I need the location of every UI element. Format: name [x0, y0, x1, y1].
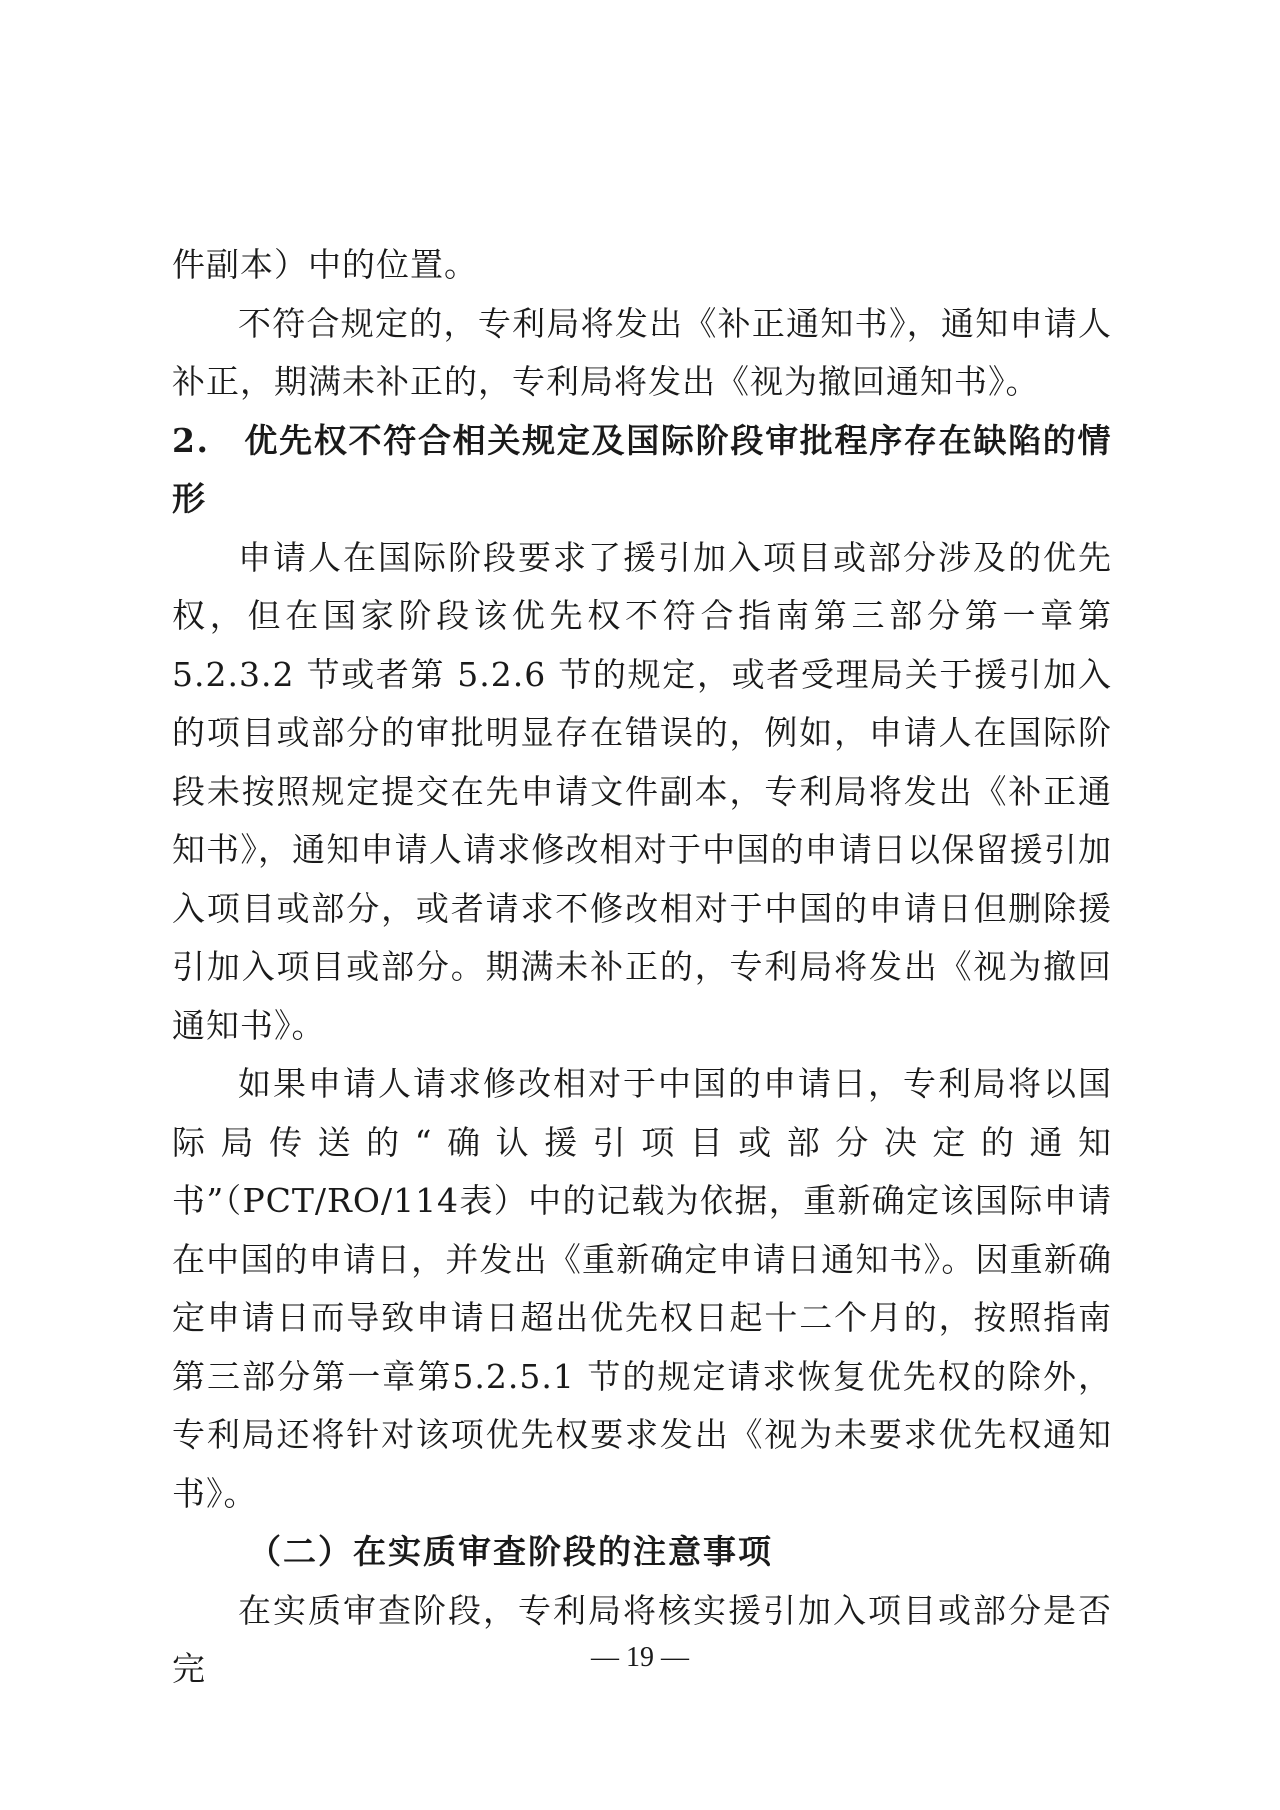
- paragraph-redetermine-filing-date: 如果申请人请求修改相对于中国的申请日，专利局将以国际局传送的“确认援引项目或部分决定的通知书”（PCT/RO/114表）中的记载为依据，重新确定该国际申请在中国的申请日，并发出《重新确定申请日通知书》。因重新确定申请日而导致申请日超出优先权日起十二个月的，按照指南第三部分第一章第5.2.5.1 节的规定请求恢复优先权的除外，专利局还将针对该项优先权要求发出《视为未要求优先权通知书》。: [172, 1064, 1112, 1513]
- page-number: — 19 —: [591, 1642, 689, 1673]
- page-content: [172, 236, 1112, 1699]
- paragraph-priority-claim: 申请人在国际阶段要求了援引加入项目或部分涉及的优先权，但在国家阶段该优先权不符合指南第三部分第一章第5.2.3.2 节或者第 5.2.6 节的规定，或者受理局关于援引加入的项目或部分的审批明显存在错误的，例如，申请人在国际阶段未按照规定提交在先申请文件副本，专利局将发出《补正通知书》，通知申请人请求修改相对于中国的申请日以保留援引加入项目或部分，或者请求不修改相对于中国的申请日但删除援引加入项目或部分。期满未补正的，专利局将发出《视为撤回通知书》。: [172, 537, 1112, 1045]
- subsection-heading-substantive-examination: （二）在实质审查阶段的注意事项: [248, 1532, 773, 1571]
- section-heading-priority-defects: 2. 优先权不符合相关规定及国际阶段审批程序存在缺陷的情形: [172, 420, 1112, 518]
- paragraph-correction-notice: 不符合规定的，专利局将发出《补正通知书》，通知申请人补正，期满未补正的，专利局将发出《视为撤回通知书》。: [172, 303, 1112, 401]
- paragraph-continuation: 件副本）中的位置。: [172, 245, 478, 284]
- paragraph-substantive-examination: 在实质审查阶段，专利局将核实援引加入项目或部分是否完: [172, 1590, 1112, 1688]
